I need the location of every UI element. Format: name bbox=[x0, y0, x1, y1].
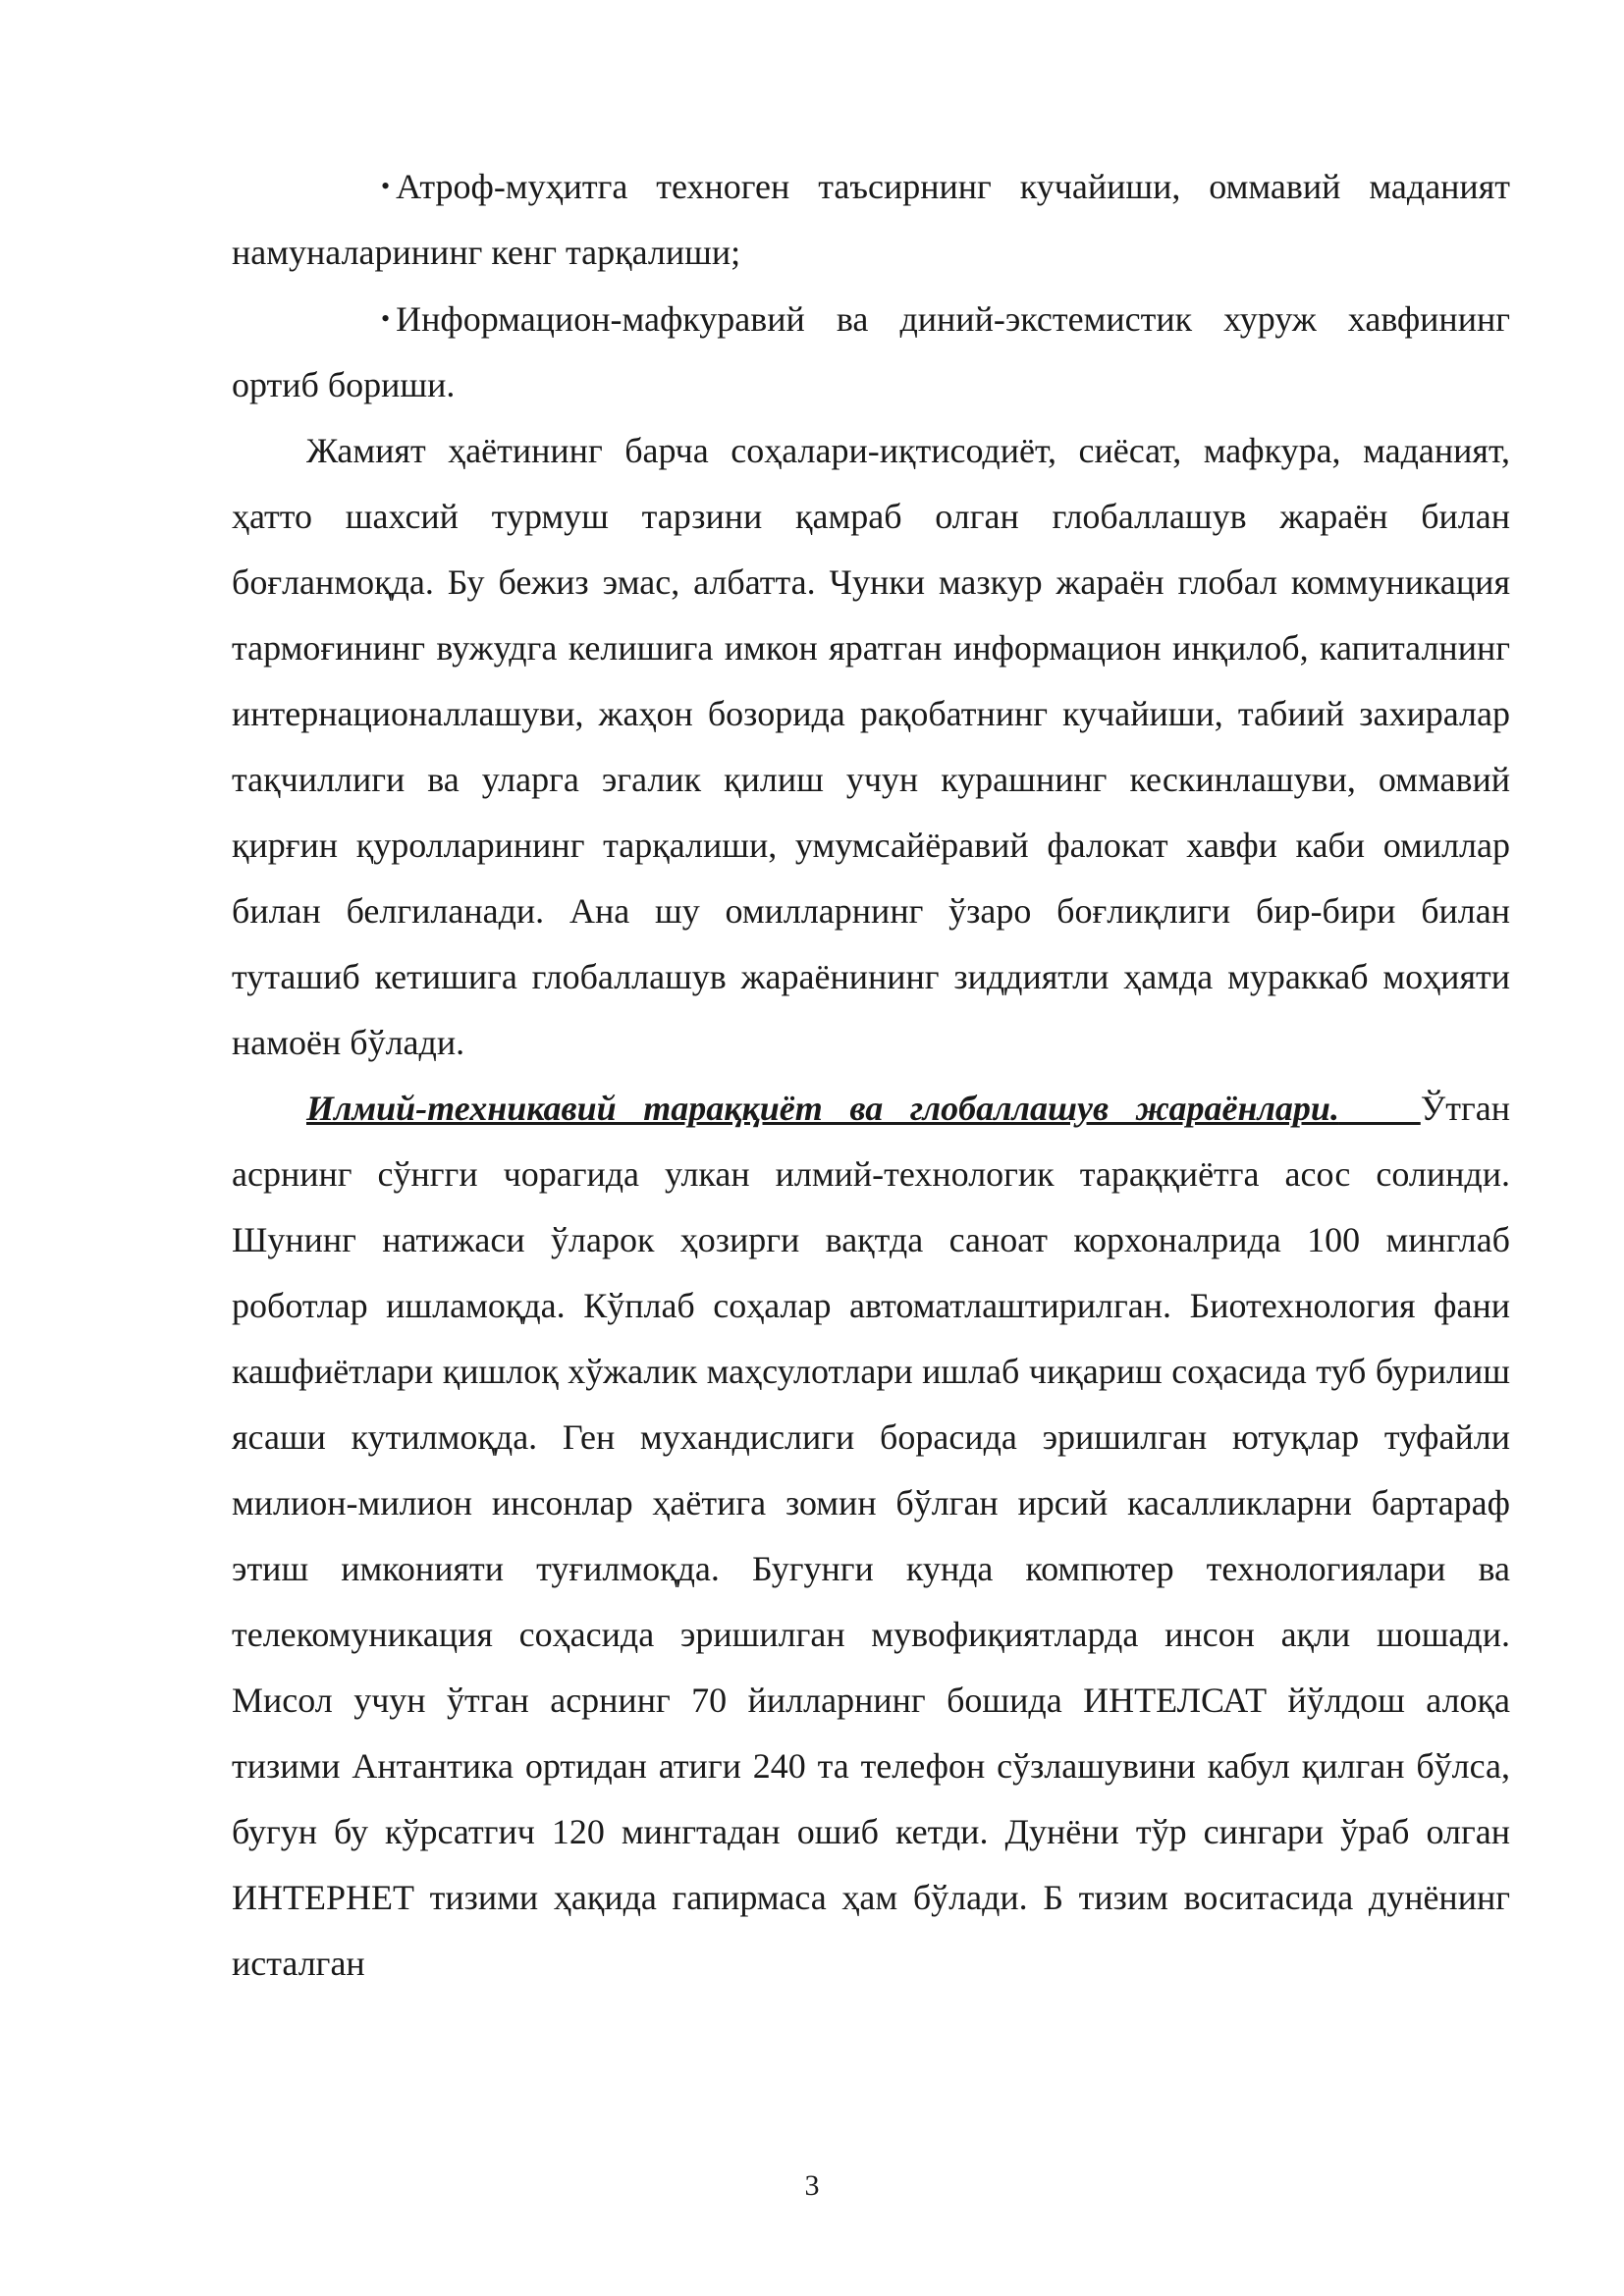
bullet-marker: • bbox=[381, 304, 391, 333]
section-heading-underline bbox=[1339, 1089, 1421, 1128]
bullet-marker: • bbox=[381, 172, 391, 200]
body-paragraph: Жамият ҳаётининг барча соҳалари-иқтисодиёт, сиёсат, мафкура, маданият, ҳатто шахсий турмуш тарзини қамраб олган глобаллашув жараён билан боғланмоқда. Бу бежиз эмас, албатта. Чунки мазкур жараён глобал коммуникация тармоғининг вужудга келишига имкон яратган информацион инқилоб, капиталнинг интернационаллашуви, жаҳон бозорида рақобатнинг кучайиши, табиий захиралар тақчиллиги ва уларга эгалик қилиш учун курашнинг кескинлашуви, оммавий қирғин қуролларининг тарқалиши, умумсайёравий фалокат хавфи каби омиллар билан белгиланади. Ана шу омилларнинг ўзаро боғлиқлиги бир-бири билан туташиб кетишига глобаллашув жараёнининг зиддиятли ҳамда мураккаб моҳияти намоён бўлади. bbox=[232, 431, 1510, 1062]
section-text: Ўтган асрнинг сўнгги чорагида улкан илмий-технологик тараққиётга асос солинди. Шунинг натижаси ўларок ҳозирги вақтда саноат корхоналрида 100 минглаб роботлар ишламоқда. Кўплаб соҳалар автоматлаштирилган. Биотехнология фани кашфиётлари қишлоқ хўжалик маҳсулотлари ишлаб чиқариш соҳасида туб бурилиш ясаши кутилмоқда. Ген мухандислиги борасида эришилган ютуқлар туфайли милион-милион инсонлар ҳаётига зомин бўлган ирсий касалликларни бартараф этиш имконияти туғилмоқда. Бугунги кунда компютер технологиялари ва телекомуникация соҳасида эришилган мувофиқиятларда инсон ақли шошади. Мисол учун ўтган асрнинг 70 йилларнинг бошида ИНТЕЛСАТ йўлдош алоқа тизими Антантика ортидан атиги 240 та телефон сўзлашувини кабул қилган бўлса, бугун бу кўрсатгич 120 мингтадан ошиб кетди. Дунёни тўр сингари ўраб олган ИНТЕРНЕТ тизими ҳақида гапирмаса ҳам бўлади. Б тизим воситасида дунёнинг исталган bbox=[232, 1089, 1510, 1983]
bullet-item bbox=[232, 153, 1510, 286]
bullet-text: Информацион-мафкуравий ва диний-экстемистик хуруж хавфининг ортиб бориши. bbox=[232, 299, 1510, 404]
section-heading: Илмий-техникавий тараққиёт ва глобаллашув жараёнлари. bbox=[306, 1089, 1339, 1128]
bullet-text: Атроф-муҳитга техноген таъсирнинг кучайиши, оммавий маданият намуналарининг кенг тарқалиши; bbox=[232, 167, 1510, 272]
bullet-item bbox=[232, 286, 1510, 418]
section-paragraph bbox=[232, 1076, 1510, 1997]
page-number: 3 bbox=[804, 2169, 820, 2202]
document-page bbox=[232, 153, 1510, 1997]
